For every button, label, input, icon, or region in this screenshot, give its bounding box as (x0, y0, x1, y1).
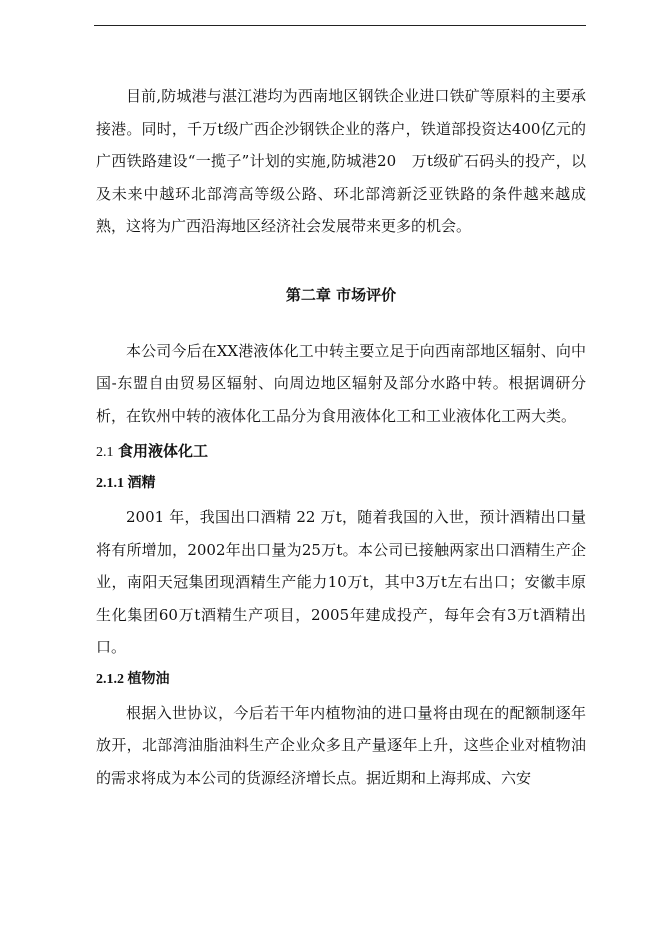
section-number: 2.1 (96, 445, 114, 460)
section-title: 食用液体化工 (117, 442, 208, 460)
paragraph-vegetable-oil: 根据入世协议，今后若干年内植物油的进口量将由现在的配额制逐年放开，北部湾油脂油料生产企业众多且产量逐年上升，这些企业对植物油的需求将成为本公司的货源经济增长点。据近期和上海邦成、六安 (96, 703, 586, 787)
document-body (96, 72, 586, 794)
subsection-number: 2.1.2 (96, 671, 124, 687)
chapter-title: 第二章 市场评价 (285, 285, 397, 304)
section-heading-2-1 (96, 438, 586, 466)
subsection-title: 酒精 (127, 475, 156, 491)
subsection-number: 2.1.1 (96, 476, 124, 491)
header-rule (94, 25, 586, 26)
section-heading-2-1-2 (96, 666, 586, 693)
paragraph-ports: 目前,防城港与湛江港均为西南地区钢铁企业进口铁矿等原料的主要承接港。同时，千万t级广西企沙钢铁企业的落户，铁道部投资达400亿元的广西铁路建设“一揽子”计划的实施,防城港20 万t级矿石码头的投产，以及未来中越环北部湾高等级公路、环北部湾新泛亚铁路的条件越来越成熟，这将为广西沿海地区经济社会发展带来更多的机会。 (96, 87, 586, 235)
paragraph-alcohol: 2001 年，我国出口酒精 22 万t，随着我国的入世，预计酒精出口量将有所增加，2002年出口量为25万t。本公司已接触两家出口酒精生产企业，南阳天冠集团现酒精生产能力10万t，其中3万t左右出口；安徽丰原生化集团60万t酒精生产项目，2005年建成投产，每年会有3万t酒精出口。 (96, 508, 586, 656)
subsection-title: 植物油 (127, 670, 170, 687)
paragraph-market-overview: 本公司今后在XX港液体化工中转主要立足于向西南部地区辐射、向中国-东盟自由贸易区辐射、向周边地区辐射及部分水路中转。根据调研分析，在钦州中转的液体化工品分为食用液体化工和工业液体化工两大类。 (96, 341, 586, 425)
section-heading-2-1-1 (96, 470, 586, 497)
